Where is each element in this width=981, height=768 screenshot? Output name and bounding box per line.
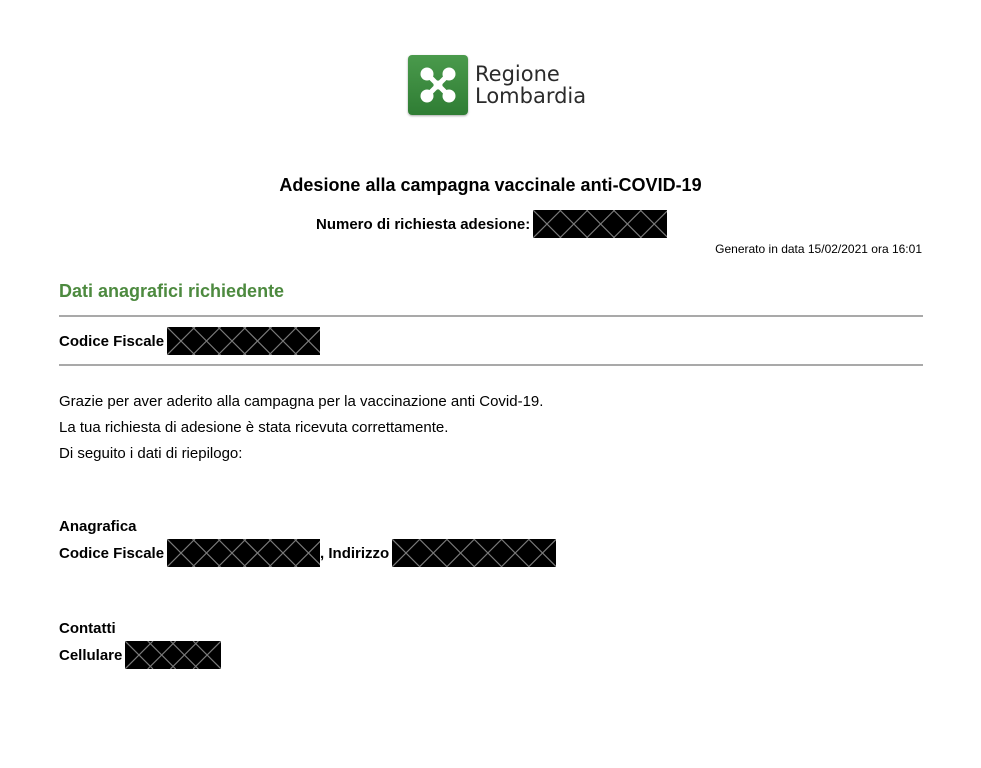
codice-fiscale-row bbox=[59, 327, 320, 355]
regione-lombardia-logo bbox=[408, 55, 586, 115]
confirmation-message bbox=[59, 389, 543, 467]
message-line-2: La tua richiesta di adesione è stata ricevuta correttamente. bbox=[59, 419, 449, 436]
document-title: Adesione alla campagna vaccinale anti-COVID-19 bbox=[279, 175, 702, 195]
redacted-request-number bbox=[533, 210, 667, 238]
divider-top bbox=[59, 315, 923, 317]
contatti-row bbox=[59, 641, 221, 669]
contatti-heading: Contatti bbox=[59, 620, 116, 637]
logo-line-1: Regione bbox=[475, 62, 560, 86]
redacted-anagrafica-codice-fiscale bbox=[167, 539, 320, 567]
generated-timestamp: Generato in data 15/02/2021 ora 16:01 bbox=[715, 242, 922, 256]
codice-fiscale-label: Codice Fiscale bbox=[59, 332, 165, 350]
redacted-cellulare bbox=[125, 641, 221, 669]
request-number-label: Numero di richiesta adesione: bbox=[316, 215, 531, 233]
anagrafica-row bbox=[59, 539, 556, 567]
section-title: Dati anagrafici richiedente bbox=[59, 281, 285, 301]
logo-wordmark bbox=[475, 63, 586, 107]
indirizzo-label: , Indirizzo bbox=[320, 544, 390, 562]
redacted-codice-fiscale bbox=[167, 327, 320, 355]
anagrafica-codice-fiscale-label: Codice Fiscale bbox=[59, 544, 165, 562]
cellulare-label: Cellulare bbox=[59, 646, 123, 664]
logo-line-2: Lombardia bbox=[475, 84, 587, 108]
divider-bottom bbox=[59, 364, 923, 366]
regione-lombardia-logo-icon bbox=[408, 55, 468, 115]
anagrafica-heading: Anagrafica bbox=[59, 518, 137, 535]
redacted-indirizzo bbox=[392, 539, 556, 567]
message-line-1: Grazie per aver aderito alla campagna per la vaccinazione anti Covid-19. bbox=[59, 393, 544, 410]
message-line-3: Di seguito i dati di riepilogo: bbox=[59, 445, 243, 462]
request-number-row bbox=[316, 210, 667, 238]
